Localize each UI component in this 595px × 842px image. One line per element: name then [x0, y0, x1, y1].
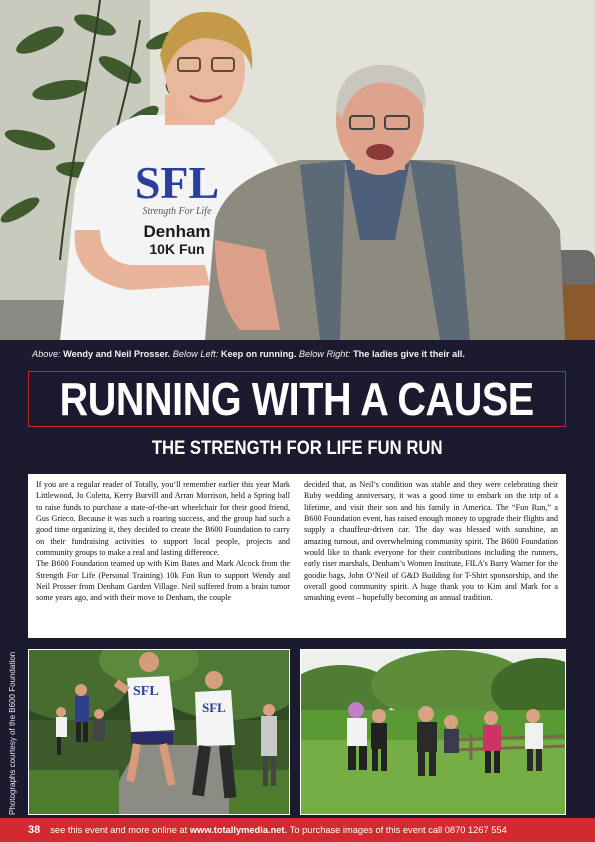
- hero-shirt-print: [112, 157, 242, 257]
- caption-below-right-label: Below Right:: [298, 349, 351, 359]
- hero-shirt-logo: SFL: [134, 157, 220, 208]
- footer-text-before: see this event and more online at: [50, 825, 188, 835]
- article-column-left: [36, 479, 290, 634]
- hero-shirt-line2: 10K Fun: [149, 241, 205, 257]
- photo-credit: [6, 652, 20, 817]
- footer-text-after: To purchase images of this event call 0870 1267 554: [289, 825, 507, 835]
- runner-shirt-logo-second: SFL: [202, 700, 226, 715]
- page-number: 38: [28, 824, 41, 836]
- hero-shirt-line1: Denham: [143, 222, 211, 241]
- article-body: [28, 474, 566, 638]
- caption-below-left-text: Keep on running.: [220, 349, 297, 359]
- running-photo-right: [300, 649, 566, 815]
- caption-above-text: Wendy and Neil Prosser.: [63, 349, 171, 359]
- article-paragraph: If you are a regular reader of Totally, you’ll remember earlier this year Mark Littlewood, Jo Coletta, Kerry Burvill and Arran Morrison, held a Spring ball to raise funds to purchase a state-of-the-art wheelchair for their good friend, Gus Grieco. Because it was such a roaring success, and the group had such a good time organizing it, they decided to create the B600 Foundation to carry on their fundraising activities to support local people, projects and community groups to make a real and lasting difference.: [36, 480, 290, 558]
- footer-url-link[interactable]: www.totallymedia.net.: [189, 825, 288, 835]
- page-subtitle-text: THE STRENGTH FOR LIFE FUN RUN: [152, 438, 443, 459]
- caption-below-right-text: The ladies give it their all.: [353, 349, 465, 359]
- page-title: RUNNING WITH A CAUSE: [59, 373, 535, 425]
- article-column-right: [304, 479, 558, 634]
- caption-above-label: Above:: [32, 349, 61, 359]
- article-paragraph: The B600 Foundation teamed up with Kim Bates and Mark Alcock from the Strength For Life (Personal Training) 10k Fun Run to support Wendy and Neil Prosser from Denham Garden Village. Neil suffered from a brain tumor some years ago, and with their move to Denham, the couple: [36, 559, 290, 603]
- running-photo-left: [28, 649, 290, 815]
- page-subtitle: [0, 438, 595, 460]
- caption-below-left-label: Below Left:: [172, 349, 219, 359]
- runner-shirt-logo-main: SFL: [133, 684, 159, 699]
- photo-caption: [32, 349, 572, 359]
- article-paragraph: decided that, as Neil’s condition was stable and they were celebrating their Ruby wedding anniversary, it was a good time to embark on the trip of a lifetime, and visit their son and his family in America. The “Fun Run,” a B600 Foundation event, has raised enough money to upgrade their flights and supply a chauffeur-driven car. The day was blessed with sunshine, an amazing turnout, and overwhelming community spirit. The B600 Foundation would like to thank everyone for their contributions including the runners, early riser marshals, Denham’s Women Institute, FILA’s Barry Warner for the goodie bags, John O’Neil of G&D Building for T-Shirt sponsorship, and the overall good community spirit. A huge thank you to Kim and Mark for a smashing event – hopefully becoming an annual tradition.: [304, 480, 558, 603]
- hero-shirt-tagline: Strength For Life: [142, 206, 212, 217]
- photo-credit-text: Photographs courtesy of the B600 Foundation: [8, 651, 17, 815]
- footer-bar: [0, 818, 595, 842]
- hero-photo: [0, 0, 595, 340]
- title-box: [28, 371, 566, 427]
